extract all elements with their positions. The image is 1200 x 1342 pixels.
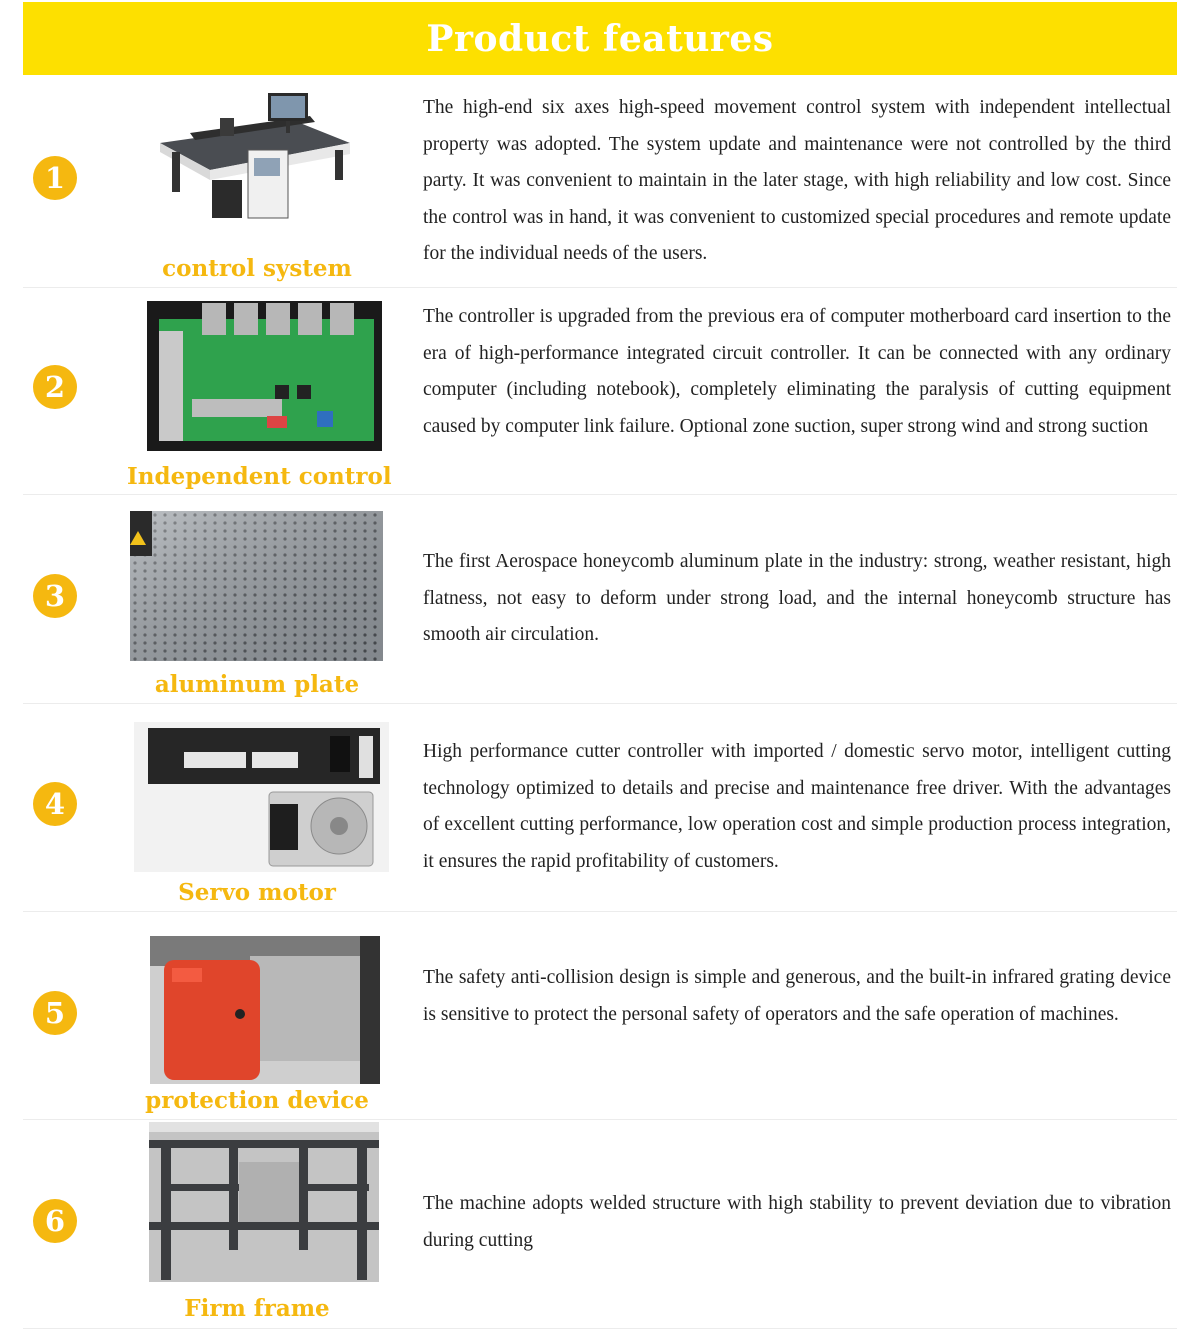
header-banner xyxy=(23,2,1177,75)
protection-device-image xyxy=(150,936,380,1084)
feature-description-3: The first Aerospace honeycomb aluminum plate in the industry: strong, weather resistant, high flatness, not easy to deform under strong load, and the internal honeycomb structure has smooth air circulation. xyxy=(423,551,1171,646)
feature-number-3: 3 xyxy=(33,574,77,618)
row-divider xyxy=(23,703,1177,704)
aluminum-plate-image xyxy=(130,511,383,661)
feature-caption-2: Independent control xyxy=(127,463,392,490)
feature-number-2: 2 xyxy=(33,365,77,409)
row-divider xyxy=(23,494,1177,495)
row-divider xyxy=(23,1328,1177,1329)
feature-description-4: High performance cutter controller with imported / domestic servo motor, intelligent cutting technology optimized to details and precise and maintenance free driver. With the advantages of excellent cutting performance, low operation cost and simple production process integration, it ensures the rapid profitability of customers. xyxy=(423,741,1171,872)
feature-description-6: The machine adopts welded structure with high stability to prevent deviation due to vibration during cutting xyxy=(423,1193,1171,1251)
feature-caption-5: protection device xyxy=(145,1087,369,1114)
firm-frame-image xyxy=(149,1122,379,1282)
feature-number-1: 1 xyxy=(33,156,77,200)
feature-number-4: 4 xyxy=(33,782,77,826)
page-title: Product features xyxy=(426,17,774,60)
feature-description-5: The safety anti-collision design is simple and generous, and the built-in infrared grating device is sensitive to protect the personal safety of operators and the safe operation of machines. xyxy=(423,967,1171,1025)
feature-number-6: 6 xyxy=(33,1199,77,1243)
cutting-machine-image xyxy=(150,88,360,238)
feature-description-2: The controller is upgraded from the previous era of computer motherboard card insertion to the era of high-performance integrated circuit controller. It can be connected with any ordinary computer (including notebook), completely eliminating the paralysis of cutting equipment caused by computer link failure. Optional zone suction, super strong wind and strong suction xyxy=(423,306,1171,437)
feature-description-1: The high-end six axes high-speed movement control system with independent intellectual property was adopted. The system update and maintenance were not controlled by the third party. It was convenient to maintain in the later stage, with high reliability and low cost. Since the control was in hand, it was convenient to customized special procedures and remote update for the individual needs of the users. xyxy=(423,97,1171,265)
feature-caption-3: aluminum plate xyxy=(154,671,360,698)
row-divider xyxy=(23,287,1177,288)
row-divider xyxy=(23,911,1177,912)
controller-board-image xyxy=(147,301,382,451)
feature-caption-4: Servo motor xyxy=(178,879,336,906)
feature-caption-1: control system xyxy=(162,255,352,282)
feature-number-5: 5 xyxy=(33,991,77,1035)
row-divider xyxy=(23,1119,1177,1120)
feature-caption-6: Firm frame xyxy=(184,1295,330,1322)
servo-motor-image xyxy=(134,722,389,872)
